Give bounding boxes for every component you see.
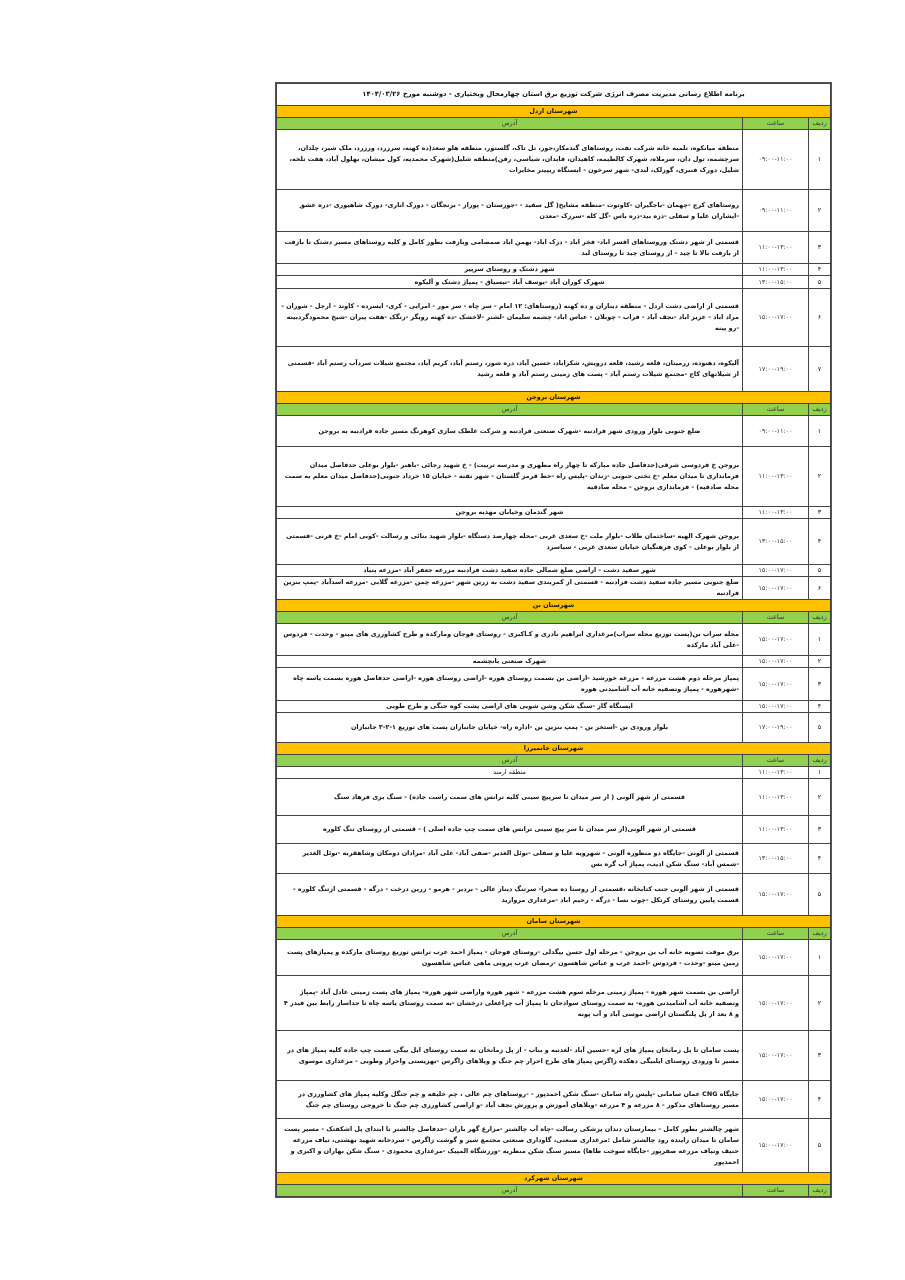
row-number: ۶ [809,289,831,347]
table-row [277,519,831,565]
outage-address: بروجن خ فردوسی شرقی(حدفاصل جاده مبارکه تا چهار راه مطهری و مدرسه تربیت) - خ شهید رجائی -باهنر -بلوار بوعلی حدفاصل میدان فرمانداری تا میدان معلم -خ تختی جنوبی -زندان -پلیس راه -خط قرمز گلستان - شهر نقنه - خیابان ۱۵ خرداد جنوبی(حدفاصل میدان معلم به سمت محله صادقیه) - فرمانداری بروجن - محله صادقیه [277,447,743,507]
outage-address: جایگاه CNG عمان سامانی -پلیس راه سامان -سنگ شکن احمدپور - -روستاهای چم عالی ، چم خلیفه و چم جنگل وکلیه پمپاژ های کشاورزی در مسیر روستاهای مذکور - ۸ مزرعه و ۴ مزرعه -ویلاهای آموزش و پرورش نجف آباد -و اراضی کشاورزی چم جنگ تا خروجی روستای چم جنگ [277,1081,743,1119]
outage-time: ۱۵:۰۰-۱۷:۰۰ [743,577,809,600]
outage-time: ۱۱:۰۰-۱۳:۰۰ [743,447,809,507]
outage-time: ۱۱:۰۰-۱۳:۰۰ [743,507,809,519]
outage-address: ایستگاه گاز -سنگ شکن وشن شویی های اراضی پشت کوه جنگی و طرح طوبی [277,701,743,713]
city-section-header [277,106,831,118]
table-row [277,668,831,701]
city-name: شهرستان سامان [277,916,831,928]
outage-address: قسمتی از شهر آلونی ( از سر میدان تا سرپیچ سینی کلیه ترانس های سمت راست جاده) - سنگ بری فرهاد سنگ [277,779,743,816]
column-header-address: آدرس [277,1185,743,1197]
outage-time: ۰۹:۰۰-۱۱:۰۰ [743,416,809,447]
column-header-row-number: ردیف [809,612,831,624]
row-number: ۱ [809,940,831,976]
column-header-time: ساعت [743,404,809,416]
table-row [277,1119,831,1173]
table-row [277,577,831,600]
column-header-time: ساعت [743,755,809,767]
column-header-row-number: ردیف [809,928,831,940]
table-row [277,976,831,1031]
row-number: ۴ [809,701,831,713]
row-number: ۳ [809,507,831,519]
column-header-row-number: ردیف [809,118,831,130]
column-header-address: آدرس [277,755,743,767]
column-header-row [277,928,831,940]
table-row [277,779,831,816]
outage-time: ۱۵:۰۰-۱۷:۰۰ [743,656,809,668]
city-section-header [277,916,831,928]
outage-address: شهر سفید دشت - اراضی ضلع شمالی جاده سفید دشت فرادنبه مزرعه جعفر آباد -مزرعه پتیاد [277,565,743,577]
outage-time: ۱۷:۰۰-۱۹:۰۰ [743,347,809,392]
table-row [277,940,831,976]
table-row [277,1081,831,1119]
row-number: ۷ [809,347,831,392]
table-row [277,347,831,392]
column-header-address: آدرس [277,612,743,624]
column-header-time: ساعت [743,612,809,624]
row-number: ۶ [809,577,831,600]
outage-time: ۱۱:۰۰-۱۳:۰۰ [743,232,809,264]
city-name: شهرستان شهرکرد [277,1173,831,1185]
outage-address: شهرک صنعتی بانچشمه [277,656,743,668]
column-header-row [277,404,831,416]
table-row [277,276,831,289]
row-number: ۵ [809,565,831,577]
column-header-row [277,1185,831,1197]
outage-address: شهر گندمان وخیابان مهدیه بروجن [277,507,743,519]
city-section-header [277,743,831,755]
outage-time: ۱۵:۰۰-۱۷:۰۰ [743,668,809,701]
outage-time: ۱۱:۰۰-۱۳:۰۰ [743,779,809,816]
outage-address: شهر دشتک و روستای سرپیر [277,264,743,276]
outage-time: ۱۵:۰۰-۱۷:۰۰ [743,976,809,1031]
table-row [277,130,831,190]
table-row [277,416,831,447]
city-name: شهرستان بن [277,600,831,612]
outage-address: منطقه ارمند [277,767,743,779]
table-row [277,874,831,916]
table-row [277,232,831,264]
row-number: ۲ [809,656,831,668]
outage-time: ۱۵:۰۰-۱۷:۰۰ [743,1119,809,1173]
outage-address: پست سامان تا پل زمانخان پمپاژ های لره -حسین آباد -لغدنبه و بناب - از پل زمانخان به سمت روستای ایل بیگی سمت چپ جاده کلیه پمپاژ های در مسیر تا ورودی روستای ایلبیگی دهکده زاگرس پمپاژ های طرح احرار چم جنگ و ویلاهای زاگرس -بهزیستی واحراز وطوبی - مرغداری موسوی [277,1031,743,1081]
row-number: ۲ [809,190,831,232]
column-header-address: آدرس [277,404,743,416]
outage-time: ۱۷:۰۰-۱۹:۰۰ [743,713,809,743]
outage-schedule-document [275,82,832,1198]
outage-time: ۱۵:۰۰-۱۷:۰۰ [743,1031,809,1081]
row-number: ۳ [809,668,831,701]
row-number: ۳ [809,1031,831,1081]
outage-address: آلیکوه، دهنوده، زرمیتان، قلعه رشید، قلعه درویش، شکراباد، حسین آباد، دره شور، رستم آباد، کریم آباد، مجتمع شیلات سردآب رستم آباد -قسمتی از شیلاتهای کاج -مجتمع شیلات رستم آباد - پست های زمینی رستم آباد و قلعه رشید [277,347,743,392]
table-row [277,565,831,577]
row-number: ۴ [809,844,831,874]
table-row [277,507,831,519]
row-number: ۴ [809,264,831,276]
outage-time: ۰۹:۰۰-۱۱:۰۰ [743,130,809,190]
column-header-row [277,118,831,130]
row-number: ۲ [809,976,831,1031]
table-row [277,289,831,347]
outage-time: ۱۳:۰۰-۱۵:۰۰ [743,844,809,874]
column-header-row-number: ردیف [809,755,831,767]
outage-address: پمپاژ مرحله دوم هشت مزرعه - مزرعه خورشید -اراضی بن بسمت روستای هوره -اراضی روستای هوره -اراضی حدفاصل هوره بسمت یاسه چاه -شهرهوره - پمپاژ وتصفیه خانه آب آشامیدنی هوره [277,668,743,701]
row-number: ۴ [809,519,831,565]
row-number: ۳ [809,816,831,844]
city-section-header [277,600,831,612]
document-title: برنامه اطلاع رسانی مدیریت مصرف انرژی شرکت توزیع برق استان چهارمحال وبختیاری - دوشنبه مورخ ۱۴۰۴/۰۳/۲۶ [277,84,831,106]
table-row [277,713,831,743]
schedule-table [276,83,831,1197]
row-number: ۲ [809,447,831,507]
outage-address: محله سراب بن(پست توزیع محله سراب)مرغداری ابراهیم نادری و کـاکبری - روستای فوجان ومارکده و طرح کشاورزی های مینو - وحدت - فردوس -علی آباد مارکده [277,624,743,656]
city-section-header [277,1173,831,1185]
table-row [277,447,831,507]
outage-address: قسمتی از اراضی دشت اردل - منطقه دیناران و ده کهنه (روستاهای: ۱۲ امام - سر چاه - سر مور - امرایی - کری- ایسرده - کاوند - ارجل - شوران - مراد اباد - عزیز اباد -نجف آباد - فراب - چوبلان - عباس اباد- چشمه سلیمان -لشتر -لاخشک -ده کهنه رویگر -رنگک -هفت پیران -شیخ محمودگردبینه -رو پینه [277,289,743,347]
table-row [277,656,831,668]
city-name: شهرستان اردل [277,106,831,118]
title-row [277,84,831,106]
row-number: ۵ [809,874,831,916]
row-number: ۵ [809,713,831,743]
outage-address: قسمتی از شهر آلونی(از سر میدان تا سر پیچ سینی ترانس های سمت چپ جاده اصلی ) - قسمتی از روستای تنگ کلوره [277,816,743,844]
table-row [277,190,831,232]
city-name: شهرستان بروجن [277,392,831,404]
outage-address: بروجن شهرک الهیه -ساختمان طلاب -بلوار ملت -خ سعدی غربی -محله چهارصد دستگاه -بلوار شهید بنائی و رسالت -کوبی امام -خ قرنی -قسمتی از بلوار بوعلی - کوی فرهنگیان خیابان سعدی غربی - سیاسرد [277,519,743,565]
outage-address: ضلع جنوبی مسیر جاده سفید دشت فرادنبه - قسمتی از کمربندی سفید دشت به زرین شهر -مزرعه چمن -مزرعه گلابی -مزرعه اسدآباد -پمپ بنزین فرادنبه [277,577,743,600]
column-header-address: آدرس [277,928,743,940]
outage-time: ۱۵:۰۰-۱۷:۰۰ [743,1081,809,1119]
outage-address: ضلع جنوبی بلوار ورودی شهر فرادنبه -شهرک صنعتی فرادنبه و شرکت غلطک سازی کوهرنگ مسیر جاده فرادنبه به بروجن [277,416,743,447]
outage-time: ۱۵:۰۰-۱۷:۰۰ [743,701,809,713]
table-row [277,264,831,276]
outage-time: ۱۱:۰۰-۱۳:۰۰ [743,816,809,844]
outage-address: قسمتی از شهر آلونی جنب کتابخانه ،قسمتی از روستا ده صحرا- سرتنگ دیناز عالی - بردبر - هرمو - زرین درخت - درگه - قسمتی ازتنگ کلوره - قسمت پایین روستای کرتکل -چوب نسا - درگه - رحیم اباد -مرغداری مروارید [277,874,743,916]
outage-time: ۱۵:۰۰-۱۷:۰۰ [743,565,809,577]
row-number: ۱ [809,416,831,447]
outage-time: ۱۵:۰۰-۱۷:۰۰ [743,940,809,976]
row-number: ۲ [809,779,831,816]
table-row [277,701,831,713]
outage-address: قسمتی از شهر دشتک وروستاهای افسر اباد- فخر اباد - دزک اباد- بهمن اباد صمصامی وبازفت بطور کامل و کلیه روستاهای مسیر دشتک تا بازفت از بازفت بالا تا چید - از روستای چید تا روستای لبد [277,232,743,264]
table-row [277,624,831,656]
outage-address: شهر چالشتر بطور کامل - بیمارستان دندان پزشکی رسالت -چاه آب چالشتر -مزارع گهر باران -حدفاصل چالشتر تا ابتدای پل اشکفتک - مسیر پست سامان تا میدان زاینده رود چالشتر شامل :مرغداری صنعتی، گاوداری صنعتی مجتمع شیر و گوشت زاگرس - سردخانه شهید بهشتی، تیاف مزرعه حنیف وتیاف مزرعه صفرپور -جایگاه سوخت طاها) مسیر سنگ شکن منظریه -ورزشگاه المپیک -مرغداری محمودی - سنگ شکن بهاران و اکبری و احمدپور [277,1119,743,1173]
table-row [277,844,831,874]
outage-time: ۱۵:۰۰-۱۷:۰۰ [743,289,809,347]
outage-address: اراضی بن بسمت شهر هوره - پمپاژ زمینی مرحله سوم هشت مزرعه - شهر هوره واراضی شهر هوره- پمپاژ های پست زمینی عادل آباد -پمپاژ وتصفیه خانه آب آشامیدنی هوره- به سمت روستای سوادجان تا پمپاژ آب چراغعلی درخشان -به سمت روستای یاسه چاه تا جداساز رابط بین فیدر ۴ و ۸ بعد از پل پلنگستان اراضی موسی آباد و آب پونه [277,976,743,1031]
outage-time: ۱۳:۰۰-۱۵:۰۰ [743,519,809,565]
column-header-time: ساعت [743,928,809,940]
row-number: ۱ [809,130,831,190]
outage-time: ۰۹:۰۰-۱۱:۰۰ [743,190,809,232]
outage-time: ۱۳:۰۰-۱۵:۰۰ [743,276,809,289]
outage-address: روستاهای کرچ -چهمان -باجگیران -کاوتوت -منطقه مشایخ( گل سفید - -جوزستان - پوراز - برنجگان - دورک اناری- دورک شاهیوری -دره عشق -ایشاران علیا و سفلی -دره بید-دره باس -گل کله -سرزک -معدن [277,190,743,232]
outage-time: ۱۱:۰۰-۱۳:۰۰ [743,264,809,276]
row-number: ۴ [809,1081,831,1119]
column-header-address: آدرس [277,118,743,130]
column-header-row [277,612,831,624]
row-number: ۱ [809,624,831,656]
outage-address: قسمتی از آلونی -جایگاه دو منظوره آلونی - شهرویه علیا و سفلی -نوئل الغدیر -صفی آباد- علی آباد -مرادان دومکان وشاهقربه -نوئل الغدیر -شمس آباد- سنگ شکن ادیب، پمپاژ آب گره بس [277,844,743,874]
row-number: ۱ [809,767,831,779]
outage-address: بلوار ورودی بن -استخر بن - پمپ بنزین بن -اداره راه- خیابان جانبازان پست های توزیع ۱-۲-۳ جانبازان [277,713,743,743]
column-header-time: ساعت [743,118,809,130]
outage-address: برق موقت تصویه خانه آب بن بروجن - مرحله اول حسن بیگدلی -روستای فوجان - پمپاژ احمد عرب ترانس توزیع روستای مارکده و پمپاژهای پست زمین مینو -وحدت - فردوس -احمد عرب و عباس شاهسون -رمضان عرب پرونی ماهی عباس شاهسون [277,940,743,976]
outage-time: ۱۵:۰۰-۱۷:۰۰ [743,874,809,916]
row-number: ۳ [809,232,831,264]
column-header-row-number: ردیف [809,404,831,416]
city-section-header [277,392,831,404]
outage-time: ۱۱:۰۰-۱۳:۰۰ [743,767,809,779]
outage-time: ۱۵:۰۰-۱۷:۰۰ [743,624,809,656]
column-header-row-number: ردیف [809,1185,831,1197]
table-row [277,767,831,779]
row-number: ۵ [809,1119,831,1173]
row-number: ۵ [809,276,831,289]
table-row [277,1031,831,1081]
outage-address: شهرک کوران آباد -یوسف آباد -نیسیاق - پمپاژ دشتک و آلیکوه [277,276,743,289]
city-name: شهرستان خانمیرزا [277,743,831,755]
column-header-time: ساعت [743,1185,809,1197]
table-row [277,816,831,844]
outage-address: منطقه میانکوه، تلمبه خانه شرکت نفت، روستاهای گندمکار،حور، تل تاک، گلستور، منطقه هلو سعد(ده کهنه، سرزرد، ورزرد، ملک شیر، چلدان، سرچشمه، تول دان، سرملاه، شهرک کالطیمه، کاهیدان، فابدان، شیاسی، رفن)منطقه شلیل(شهرک محمدیه، کول میشان، بهلول آباد، هفت تلخه، شلیل، دورک فنبری، گوزلک، لندی- شهر سرخون - ایستگاه ریپیتر مخابرات [277,130,743,190]
column-header-row [277,755,831,767]
